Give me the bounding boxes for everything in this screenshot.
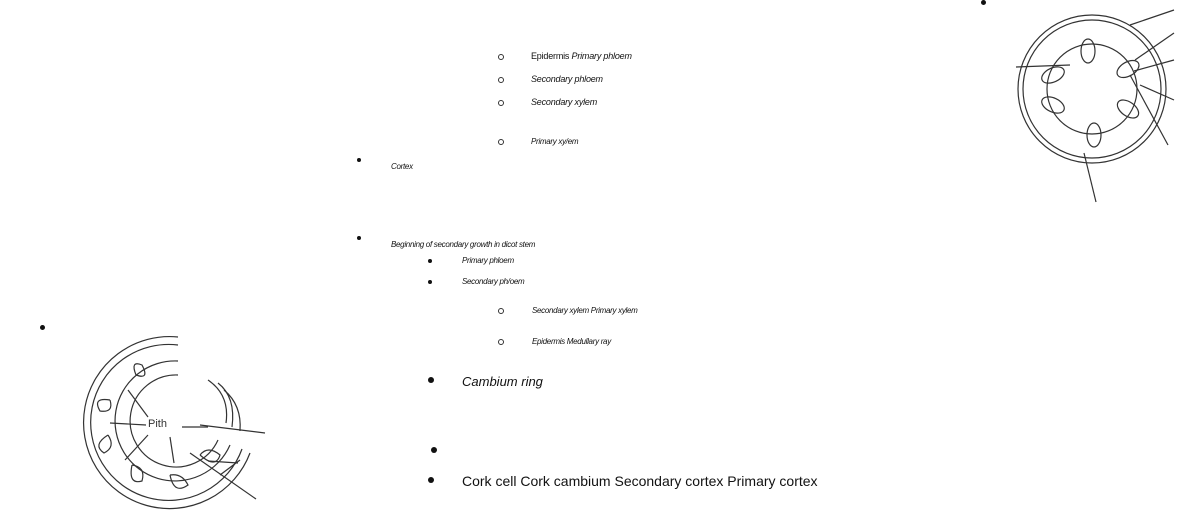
bullet	[428, 280, 432, 284]
bullet	[431, 447, 437, 453]
bullet	[357, 236, 361, 240]
section-heading: Beginning of secondary growth in dicot stem	[391, 240, 536, 249]
sub-item-epidermis-medullary: Epidermis Medullary ray	[532, 337, 611, 346]
hollow-bullet	[498, 308, 504, 314]
upper-item-secondary-phloem: Secondary phloem	[531, 74, 603, 84]
stem-cross-section-diagram-secondary	[70, 335, 265, 515]
hollow-bullet	[498, 339, 504, 345]
bullet	[428, 477, 434, 483]
stem-cross-section-diagram-primary	[1010, 5, 1184, 205]
bullet	[40, 325, 45, 330]
bullet	[428, 259, 432, 263]
bullet	[428, 377, 434, 383]
hollow-bullet	[498, 100, 504, 106]
bullet	[981, 0, 986, 5]
upper-item-epidermis-primary-phloem	[531, 51, 632, 61]
item-secondary-phloem: Secondary ph/oem	[462, 277, 525, 286]
item-primary-phloem: Primary phloem	[462, 256, 514, 265]
cambium-ring-label: Cambium ring	[462, 374, 543, 389]
label-epidermis: Epidermis	[531, 51, 570, 61]
hollow-bullet	[498, 139, 504, 145]
cork-line: Cork cell Cork cambium Secondary cortex Primary cortex	[462, 473, 818, 489]
upper-item-secondary-xylem: Secondary xylem	[531, 97, 598, 107]
hollow-bullet	[498, 77, 504, 83]
pith-label: Pith	[148, 418, 167, 430]
label-primary-phloem: Primary phloem	[571, 51, 632, 61]
upper-item-primary-xylem: Primary xy/em	[531, 137, 579, 146]
hollow-bullet	[498, 54, 504, 60]
sub-item-xylem: Secondary xylem Primary xylem	[532, 306, 638, 315]
bullet	[357, 158, 361, 162]
cortex-label: Cortex	[391, 162, 413, 171]
